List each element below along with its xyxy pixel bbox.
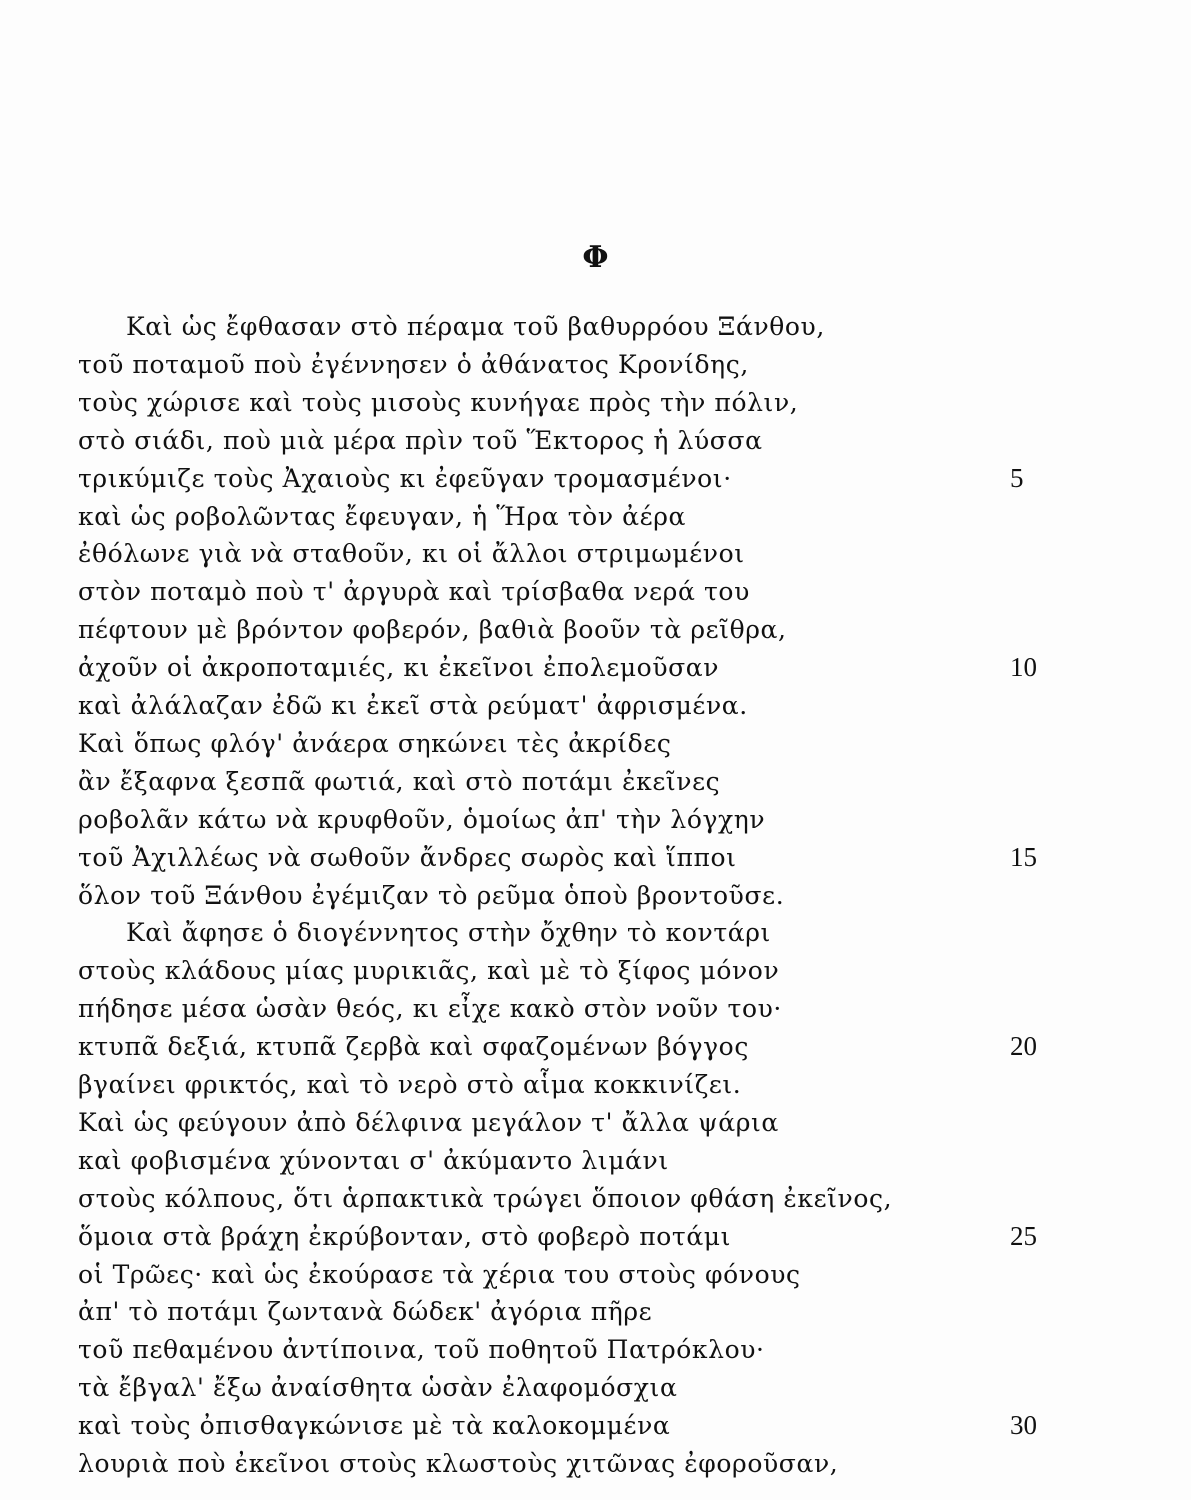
poem-line-text: τοῦ Ἀχιλλέως νὰ σωθοῦν ἄνδρες σωρὸς καὶ ἵπποι xyxy=(78,842,737,872)
poem-line xyxy=(78,952,1078,989)
line-number: 20 xyxy=(1010,1031,1037,1062)
poem-line xyxy=(78,1445,1078,1482)
poem-line-text: κτυπᾶ δεξιά, κτυπᾶ ζερβὰ καὶ σφαζομένων βόγγος xyxy=(78,1032,749,1062)
poem-line-text: Καὶ ὅπως φλόγ' ἀνάερα σηκώνει τὲς ἀκρίδες xyxy=(78,728,672,758)
poem-line-text: ἂν ἔξαφνα ξεσπᾶ φωτιά, καὶ στὸ ποτάμι ἐκεῖνες xyxy=(78,766,721,796)
poem-line-text: Καὶ ὡς φεύγουν ἀπὸ δέλφινα μεγάλον τ' ἄλλα ψάρια xyxy=(78,1107,779,1137)
poem-line xyxy=(78,1293,1078,1330)
poem-line-text: πήδησε μέσα ὡσὰν θεός, κι εἶχε κακὸ στὸν νοῦν του· xyxy=(78,994,782,1024)
poem-line xyxy=(78,1028,1078,1065)
poem-line-text: στὸν ποταμὸ ποὺ τ' ἀργυρὰ καὶ τρίσβαθα νερά του xyxy=(78,577,750,607)
poem-line-text: καὶ τοὺς ὀπισθαγκώνισε μὲ τὰ καλοκομμένα xyxy=(78,1411,671,1441)
poem-line xyxy=(78,1142,1078,1179)
poem-line-text: καὶ ἀλάλαζαν ἐδῶ κι ἐκεῖ στὰ ρεύματ' ἀφρισμένα. xyxy=(78,691,748,720)
poem-line xyxy=(78,1256,1078,1293)
poem-line-text: Καὶ ἄφησε ὁ διογέννητος στὴν ὄχθην τὸ κοντάρι xyxy=(126,918,771,948)
poem-line-text: τρικύμιζε τοὺς Ἀχαιοὺς κι ἐφεῦγαν τρομασμένοι· xyxy=(78,463,732,493)
poem-line xyxy=(78,914,1078,951)
poem-line xyxy=(78,725,1078,762)
poem-line-text: καὶ φοβισμένα χύνονται σ' ἀκύμαντο λιμάνι xyxy=(78,1145,669,1175)
poem-line xyxy=(78,308,1078,345)
poem-line xyxy=(78,1218,1078,1255)
poem-line xyxy=(78,877,1078,914)
poem-line-text: στοὺς κλάδους μίας μυρικιᾶς, καὶ μὲ τὸ ξίφος μόνον xyxy=(78,956,780,986)
poem-line xyxy=(78,422,1078,459)
poem-line-text: τοῦ πεθαμένου ἀντίποινα, τοῦ ποθητοῦ Πατρόκλου· xyxy=(78,1335,765,1365)
poem-line xyxy=(78,1407,1078,1444)
poem-line xyxy=(78,763,1078,800)
poem-line-text: τοῦ ποταμοῦ ποὺ ἐγέννησεν ὁ ἀθάνατος Κρονίδης, xyxy=(78,349,749,379)
poem-line-text: τοὺς χώρισε καὶ τοὺς μισοὺς κυνήγαε πρὸς τὴν πόλιν, xyxy=(78,387,799,417)
poem-line-text: Καὶ ὡς ἔφθασαν στὸ πέραμα τοῦ βαθυρρόου Ξάνθου, xyxy=(126,312,825,341)
poem-line-text: ἐθόλωνε γιὰ νὰ σταθοῦν, κι οἱ ἄλλοι στριμωμένοι xyxy=(78,539,745,569)
poem-line-text: οἱ Τρῶες· καὶ ὡς ἐκούρασε τὰ χέρια του στοὺς φόνους xyxy=(78,1259,801,1289)
poem-line-text: ἀπ' τὸ ποτάμι ζωντανὰ δώδεκ' ἀγόρια πῆρε xyxy=(78,1297,653,1327)
poem-line xyxy=(78,801,1078,838)
poem-line xyxy=(78,1331,1078,1368)
poem-line xyxy=(78,1180,1078,1217)
poem-line xyxy=(78,611,1078,648)
poem-line-text: λουριὰ ποὺ ἐκεῖνοι στοὺς κλωστοὺς χιτῶνας ἐφοροῦσαν, xyxy=(78,1449,839,1478)
poem-line xyxy=(78,1104,1078,1141)
line-number: 5 xyxy=(1010,462,1024,493)
line-number: 30 xyxy=(1010,1410,1037,1441)
poem-line-text: βγαίνει φρικτός, καὶ τὸ νερὸ στὸ αἷμα κοκκινίζει. xyxy=(78,1070,742,1099)
poem-line xyxy=(78,384,1078,421)
poem-line xyxy=(78,573,1078,610)
poem-line-text: καὶ ὡς ροβολῶντας ἔφευγαν, ἡ Ἥρα τὸν ἀέρα xyxy=(78,501,686,531)
poem-line xyxy=(78,460,1078,497)
poem-line-text: ροβολᾶν κάτω νὰ κρυφθοῦν, ὁμοίως ἀπ' τὴν λόγχην xyxy=(78,804,766,834)
line-number: 10 xyxy=(1010,652,1037,683)
poem-line xyxy=(78,535,1078,572)
poem-line-text: ὅλον τοῦ Ξάνθου ἐγέμιζαν τὸ ρεῦμα ὁποὺ βροντοῦσε. xyxy=(78,880,785,910)
poem-line-text: στοὺς κόλπους, ὅτι ἁρπακτικὰ τρώγει ὅποιον φθάση ἐκεῖνος, xyxy=(78,1183,893,1213)
poem-line-text: τὰ ἔβγαλ' ἔξω ἀναίσθητα ὡσὰν ἐλαφομόσχια xyxy=(78,1373,678,1403)
poem-line xyxy=(78,990,1078,1027)
poem-line xyxy=(78,498,1078,535)
line-number: 15 xyxy=(1010,841,1037,872)
page-title: Φ xyxy=(582,240,609,275)
poem-line xyxy=(78,839,1078,876)
poem-line-text: στὸ σιάδι, ποὺ μιὰ μέρα πρὶν τοῦ Ἕκτορος ἡ λύσσα xyxy=(78,425,763,455)
poem-line xyxy=(78,1066,1078,1103)
line-number: 25 xyxy=(1010,1220,1037,1251)
poem-line-text: ἀχοῦν οἱ ἀκροποταμιές, κι ἐκεῖνοι ἐπολεμοῦσαν xyxy=(78,653,720,683)
poem-line xyxy=(78,687,1078,724)
poem-line xyxy=(78,346,1078,383)
poem-line xyxy=(78,1369,1078,1406)
poem-line-text: πέφτουν μὲ βρόντον φοβερόν, βαθιὰ βοοῦν τὰ ρεῖθρα, xyxy=(78,615,787,645)
poem-line xyxy=(78,649,1078,686)
poem-line-text: ὅμοια στὰ βράχη ἐκρύβονταν, στὸ φοβερὸ ποτάμι xyxy=(78,1221,732,1251)
